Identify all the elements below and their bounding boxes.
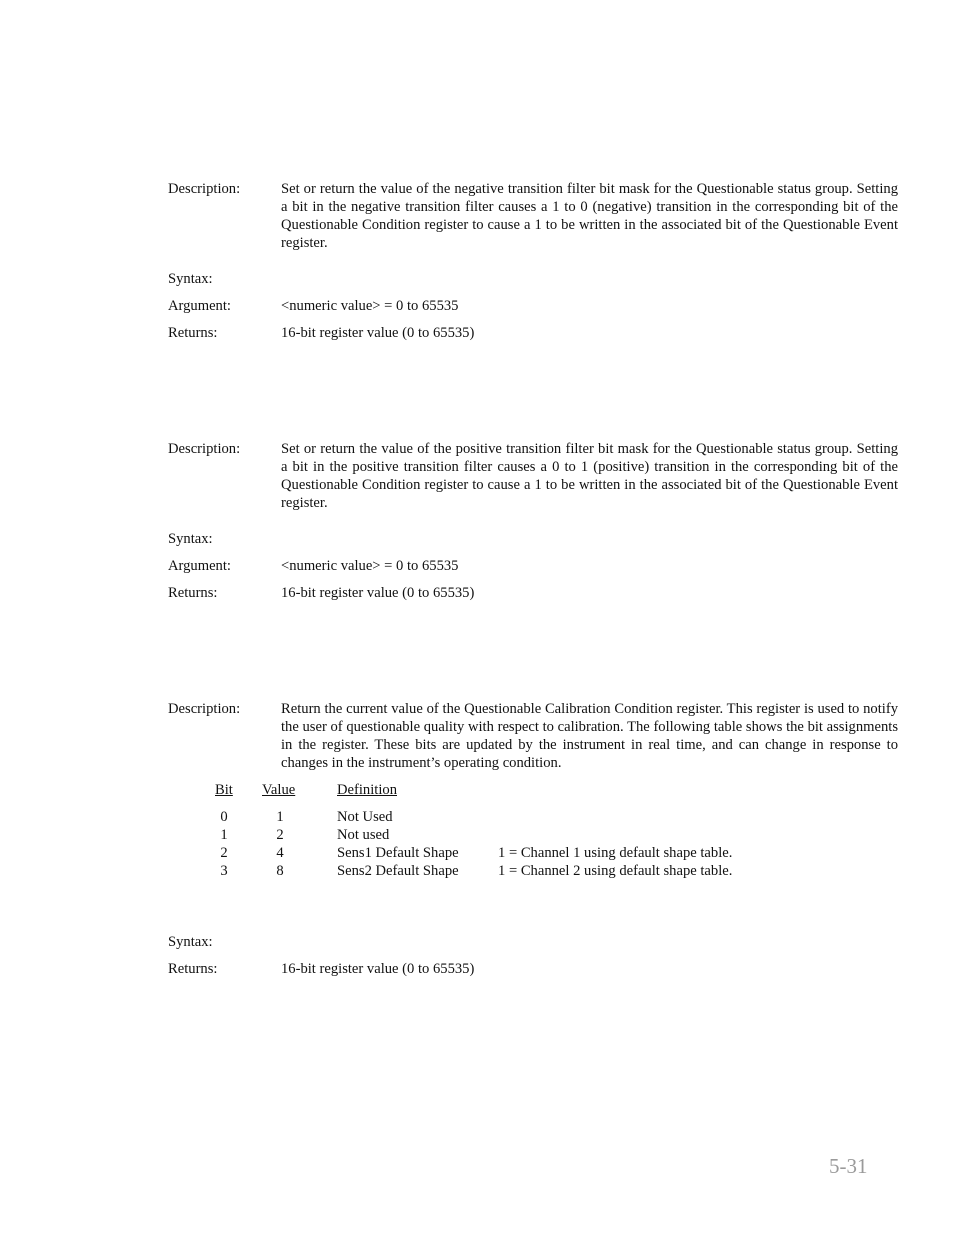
argument-text: <numeric value> = 0 to 65535 bbox=[281, 558, 459, 574]
returns-text: 16-bit register value (0 to 65535) bbox=[281, 585, 475, 601]
returns-label: Returns: bbox=[168, 325, 218, 341]
table-cell-note: 1 = Channel 1 using default shape table. bbox=[498, 845, 733, 861]
table-cell-value: 2 bbox=[276, 827, 284, 843]
table-cell-value: 4 bbox=[276, 845, 284, 861]
argument-label: Argument: bbox=[168, 558, 231, 574]
table-cell-definition: Sens1 Default Shape bbox=[337, 845, 459, 861]
syntax-label: Syntax: bbox=[168, 531, 213, 547]
table-header-value: Value bbox=[262, 782, 296, 798]
argument-label: Argument: bbox=[168, 298, 231, 314]
table-header-definition: Definition bbox=[337, 782, 397, 798]
description-text: Set or return the value of the positive transition filter bit mask for the Questionable status group. Setting a bit in the positive transition filter causes a 0 to 1 (positive) transition in the corresponding bit of the Questionable Condition register to cause a 1 to be written in the associated bit of the Questionable Event register. bbox=[281, 441, 898, 511]
table-cell-bit: 0 bbox=[220, 809, 228, 825]
table-cell-definition: Sens2 Default Shape bbox=[337, 863, 459, 879]
table-cell-bit: 3 bbox=[220, 863, 228, 879]
table-cell-definition: Not used bbox=[337, 827, 390, 843]
argument-text: <numeric value> = 0 to 65535 bbox=[281, 298, 459, 314]
description-label: Description: bbox=[168, 181, 241, 197]
returns-text: 16-bit register value (0 to 65535) bbox=[281, 325, 475, 341]
table-cell-value: 8 bbox=[276, 863, 284, 879]
returns-text: 16-bit register value (0 to 65535) bbox=[281, 961, 475, 977]
page-number: 5-31 bbox=[829, 1154, 868, 1178]
table-cell-bit: 2 bbox=[220, 845, 228, 861]
syntax-label: Syntax: bbox=[168, 934, 213, 950]
table-cell-note: 1 = Channel 2 using default shape table. bbox=[498, 863, 733, 879]
returns-label: Returns: bbox=[168, 961, 218, 977]
syntax-label: Syntax: bbox=[168, 271, 213, 287]
description-text: Set or return the value of the negative transition filter bit mask for the Questionable status group. Setting a bit in the negative transition filter causes a 1 to 0 (negative) transition in the corresponding bit of the Questionable Condition register to cause a 1 to be written in the associated bit of the Questionable Event register. bbox=[281, 181, 898, 251]
table-cell-bit: 1 bbox=[220, 827, 228, 843]
description-label: Description: bbox=[168, 701, 241, 717]
table-cell-value: 1 bbox=[276, 809, 284, 825]
table-header-bit: Bit bbox=[215, 782, 233, 798]
returns-label: Returns: bbox=[168, 585, 218, 601]
table-cell-definition: Not Used bbox=[337, 809, 393, 825]
description-text: Return the current value of the Questionable Calibration Condition register. This register is used to notify the user of questionable quality with respect to calibration. The following table shows the bit assignments in the register. These bits are updated by the instrument in real time, and can change in response to changes in the instrument’s operating condition. bbox=[281, 701, 898, 771]
description-label: Description: bbox=[168, 441, 241, 457]
